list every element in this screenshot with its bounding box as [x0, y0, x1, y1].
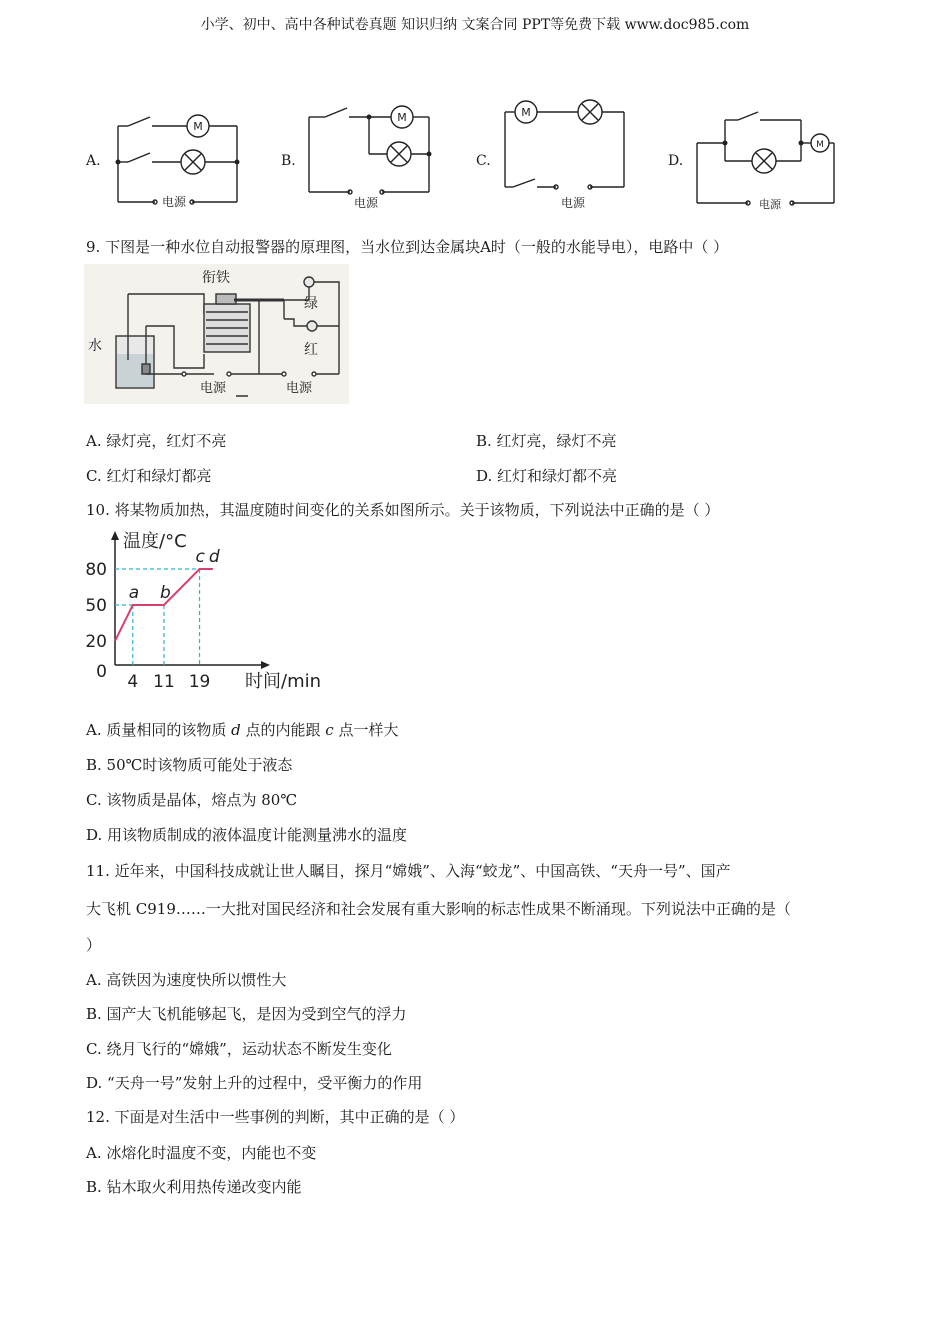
q10-option-a-post: 点一样大 [333, 721, 399, 739]
x-tick-4: 4 [127, 672, 139, 692]
page-header: 小学、初中、高中各种试卷真题 知识归纳 文案合同 PPT等免费下载 www.doc985.com [200, 17, 750, 33]
q10-option-a-d: d [231, 721, 241, 739]
power-label-c: 电源 [560, 196, 586, 210]
q10-temperature-chart [80, 528, 340, 693]
power-label-b: 电源 [353, 196, 379, 210]
q12-stem: 12. 下面是对生活中一些事例的判断，其中正确的是（ ） [86, 1108, 465, 1126]
green-lamp-label: 绿 [304, 296, 318, 312]
point-label-d: d [208, 547, 220, 567]
q10-option-d[interactable]: D. 用该物质制成的液体温度计能测量沸水的温度 [86, 826, 408, 844]
x-axis-label: 时间/min [245, 671, 322, 692]
q8-option-d-label: D. [668, 153, 684, 169]
circuit-d [697, 112, 834, 205]
q8-circuit-diagrams [0, 95, 950, 220]
q8-option-c-label: C. [476, 153, 491, 169]
point-label-b: b [159, 583, 171, 603]
q9-water-alarm-diagram [84, 264, 349, 404]
x-axis-arrow [261, 661, 270, 669]
q10-option-a[interactable] [86, 719, 398, 740]
circuit-a [118, 115, 237, 204]
y-tick-50: 50 [85, 596, 107, 616]
q8-option-a-label: A. [86, 153, 101, 169]
y-tick-20: 20 [85, 632, 107, 652]
y-axis-label: 温度/°C [123, 531, 187, 552]
q11-option-d[interactable]: D. “天舟一号”发射上升的过程中，受平衡力的作用 [86, 1074, 423, 1092]
q11-option-a[interactable]: A. 高铁因为速度快所以惯性大 [86, 971, 287, 989]
y-tick-0: 0 [96, 662, 107, 682]
motor-label-a: M [193, 120, 203, 133]
power-left-label: 电源 [200, 381, 227, 396]
y-tick-80: 80 [85, 560, 107, 580]
q11-option-b[interactable]: B. 国产大飞机能够起飞，是因为受到空气的浮力 [86, 1005, 407, 1023]
motor-label-c: M [521, 106, 531, 119]
q10-stem: 10. 将某物质加热，其温度随时间变化的关系如图所示。关于该物质，下列说法中正确的是（ ） [86, 501, 720, 519]
q12-option-a[interactable]: A. 冰熔化时温度不变，内能也不变 [86, 1144, 317, 1162]
power-right-label: 电源 [286, 381, 313, 396]
x-tick-19: 19 [188, 672, 211, 692]
power-label-d: 电源 [759, 198, 781, 211]
q10-option-b[interactable]: B. 50℃时该物质可能处于液态 [86, 756, 293, 774]
q11-stem-line2: 大飞机 C919……一大批对国民经济和社会发展有重大影响的标志性成果不断涌现。下列说法中正确的是（ [86, 900, 791, 918]
q9-option-d[interactable]: D. 红灯和绿灯都不亮 [476, 467, 618, 485]
q10-option-a-mid: 点的内能跟 [240, 721, 326, 739]
q12-option-b[interactable]: B. 钻木取火利用热传递改变内能 [86, 1178, 302, 1196]
q9-stem: 9. 下图是一种水位自动报警器的原理图，当水位到达金属块A时（一般的水能导电），电路中（ ） [86, 238, 729, 256]
q10-option-a-pre: A. 质量相同的该物质 [86, 721, 232, 739]
q9-option-b[interactable]: B. 红灯亮，绿灯不亮 [476, 432, 617, 450]
q9-option-c[interactable]: C. 红灯和绿灯都亮 [86, 467, 212, 485]
motor-label-d: M [816, 140, 824, 150]
q10-option-a-c: c [325, 721, 334, 739]
point-label-a: a [128, 583, 140, 603]
q10-option-c[interactable]: C. 该物质是晶体，熔点为 80℃ [86, 791, 298, 809]
power-label-a: 电源 [161, 195, 187, 209]
red-lamp-label: 红 [304, 342, 318, 358]
y-axis-arrow [111, 531, 119, 540]
water-label: 水 [88, 338, 102, 354]
q11-stem-line3: ） [86, 936, 102, 954]
q8-option-b-label: B. [281, 153, 296, 169]
motor-label-b: M [397, 111, 407, 124]
point-label-c: c [195, 547, 205, 567]
q11-stem-line1: 11. 近年来，中国科技成就让世人瞩目，探月“嫦娥”、入海“蛟龙”、中国高铁、“天舟一号”、国产 [86, 862, 731, 880]
armature-label: 衔铁 [202, 270, 230, 286]
x-tick-11: 11 [153, 672, 175, 692]
q11-option-c[interactable]: C. 绕月飞行的“嫦娥”，运动状态不断发生变化 [86, 1040, 392, 1058]
q9-option-a[interactable]: A. 绿灯亮，红灯不亮 [86, 432, 227, 450]
